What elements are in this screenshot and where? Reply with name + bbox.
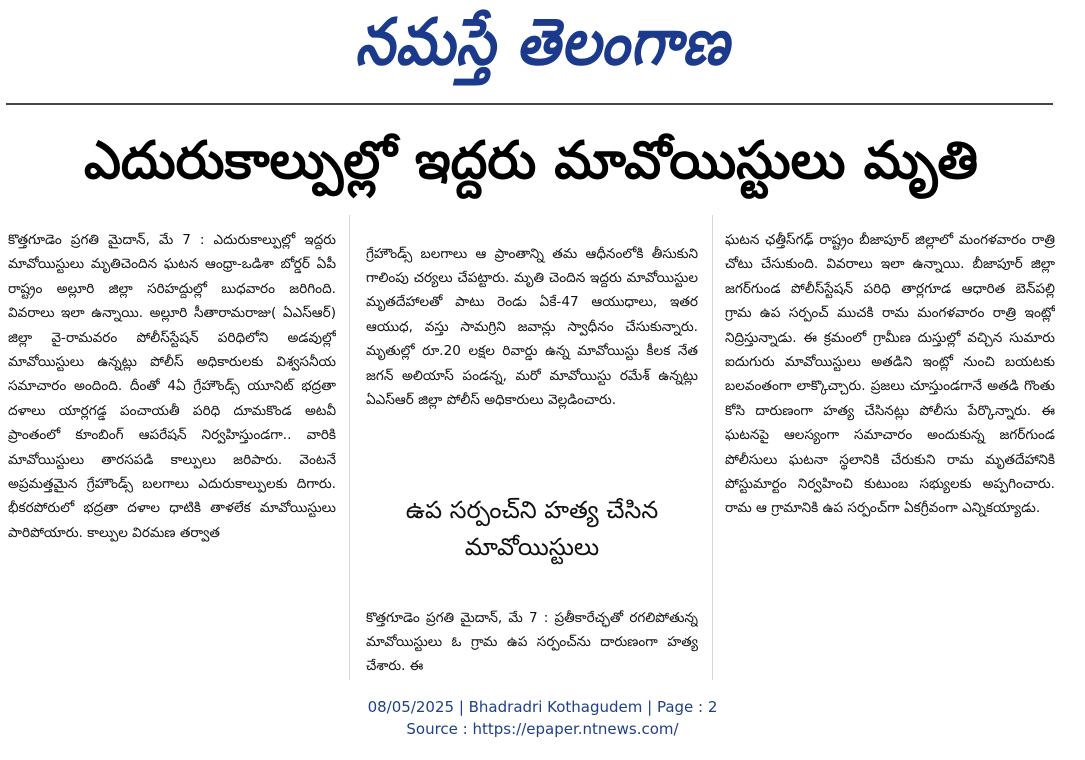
sub-headline-line: ఉప సర్పంచ్‌ని హత్య చేసిన	[405, 496, 659, 524]
sub-headline-line: మావోయిస్టులు	[464, 533, 600, 561]
edition-info: 08/05/2025 | Bhadradri Kothagudem | Page : 2	[367, 698, 718, 716]
masthead	[0, 0, 1085, 100]
masthead-divider	[6, 103, 1053, 105]
newspaper-logo: నమస్తే తెలంగాణ	[355, 4, 730, 80]
article-column-3	[725, 228, 1055, 678]
page-footer	[0, 696, 1085, 740]
article-headline: ఎదురుకాల్పుల్లో ఇద్దరు మావోయిస్టులు మృతి	[83, 130, 979, 191]
article-column-2-bottom	[366, 592, 698, 678]
column-divider	[349, 215, 350, 680]
sub-article-headline	[366, 492, 698, 566]
article-body-text: గ్రేహౌండ్స్ బలగాలు ఆ ప్రాంతాన్ని తమ ఆధీనంలోకి తీసుకుని గాలింపు చర్యలు చేపట్టారు. మృతి చెందిన ఇద్దరు మావోయిస్టుల మృతదేహాలతో పాటు రెండు ఏకే-47 ఆయుధాలు, ఇతర ఆయుధ, వస్తు సామగ్రిని జవాన్లు స్వాధీనం చేసుకున్నారు. మృతుల్లో రూ.20 లక్షల రివార్డు ఉన్న మావోయిస్టు కీలక నేత జగన్ అలియాస్ పండన్న, మరో మావోయిస్టు రమేశ్ ఉన్నట్లు ఏఎస్ఆర్ జిల్లా పోలీస్ అధికారులు వెల్లడించారు.	[366, 245, 698, 409]
article-body-text: ఘటన ఛత్తీస్‌గఢ్ రాష్ట్రం బీజాపూర్ జిల్లాలో మంగళవారం రాత్రి చోటు చేసుకుంది. వివరాలు ఇలా ఉన్నాయి. బీజాపూర్ జిల్లా జగర్‌గుండ పోలీస్‌స్టేషన్ పరిధి తార్లగూడ ఆధారిత బెన్‌పల్లి గ్రామ ఉప సర్పంచ్ ముచకి రామ మంగళవారం రాత్రి ఇంట్లో నిద్రిస్తున్నాడు. ఈ క్రమంలో గ్రామీణ దుస్తుల్లో వచ్చిన సుమారు ఐదుగురు మావోయిస్టులు అతడిని ఇంట్లో నుంచి బయటకు బలవంతంగా లాక్కొచ్చారు. ప్రజలు చూస్తుండగానే అతడి గొంతు కోసి దారుణంగా హత్య చేసినట్లు పోలీసు పేర్కొన్నారు. ఈ ఘటనపై ఆలస్యంగా సమాచారం అందుకున్న జగర్‌గుండ పోలీసులు ఘటనా స్థలానికి చేరుకుని రామ మృతదేహానికి పోస్టుమార్టం నిర్వహించి కుటుంబ సభ్యులకు అప్పగించారు. రామ ఆ గ్రామానికి ఉప సర్పంచ్‌గా ఏకగ్రీవంగా ఎన్నికయ్యాడు.	[725, 232, 1055, 517]
article-body-text: కొత్తగూడెం ప్రగతి మైదాన్, మే 7 : ఎదురుకాల్పుల్లో ఇద్దరు మావోయిస్టులు మృతిచెందిన ఘటన ఆంధ్రా-ఒడిశా బోర్డర్ ఏపీ రాష్ట్రం అల్లూరి జిల్లా సరిహద్దుల్లో బుధవారం జరిగింది. వివరాలు ఇలా ఉన్నాయి. అల్లూరి సీతారామరాజు( ఏఎస్ఆర్) జిల్లా వై-రామవరం పోలీస్‌స్టేషన్ పరిధిలోని అడవుల్లో మావోయిస్టులు ఉన్నట్లు పోలీస్ అధికారులకు విశ్వసనీయ సమాచారం అందింది. దీంతో 4ఏ గ్రేహౌండ్స్ యూనిట్ భద్రతా దళాలు యార్లగడ్డ పంచాయతీ పరిధి దూమకొండ అటవీ ప్రాంతంలో కూంబింగ్ ఆపరేషన్ నిర్వహిస్తుండగా.. వారికి మావోయిస్టులు తారసపడి కాల్పులు జరిపారు. వెంటనే అప్రమత్తమైన గ్రేహౌండ్స్ బలగాలు ఎదురుకాల్పులకు దిగారు. భీకరపోరులో భద్రతా దళాల ధాటికి తాళలేక మావోయిస్టులు పారిపోయారు. కాల్పుల విరమణ తర్వాత	[8, 232, 336, 541]
article-column-1	[8, 228, 336, 678]
article-column-2-top	[366, 228, 698, 474]
source-link[interactable]: Source : https://epaper.ntnews.com/	[406, 720, 679, 738]
column-divider	[712, 215, 713, 680]
article-body-text: కొత్తగూడెం ప్రగతి మైదాన్, మే 7 : ప్రతీకారేచ్ఛతో రగలిపోతున్న మావోయిస్టులు ఓ గ్రామ ఉప సర్పంచ్‌ను దారుణంగా హత్య చేశారు. ఈ	[366, 609, 698, 675]
